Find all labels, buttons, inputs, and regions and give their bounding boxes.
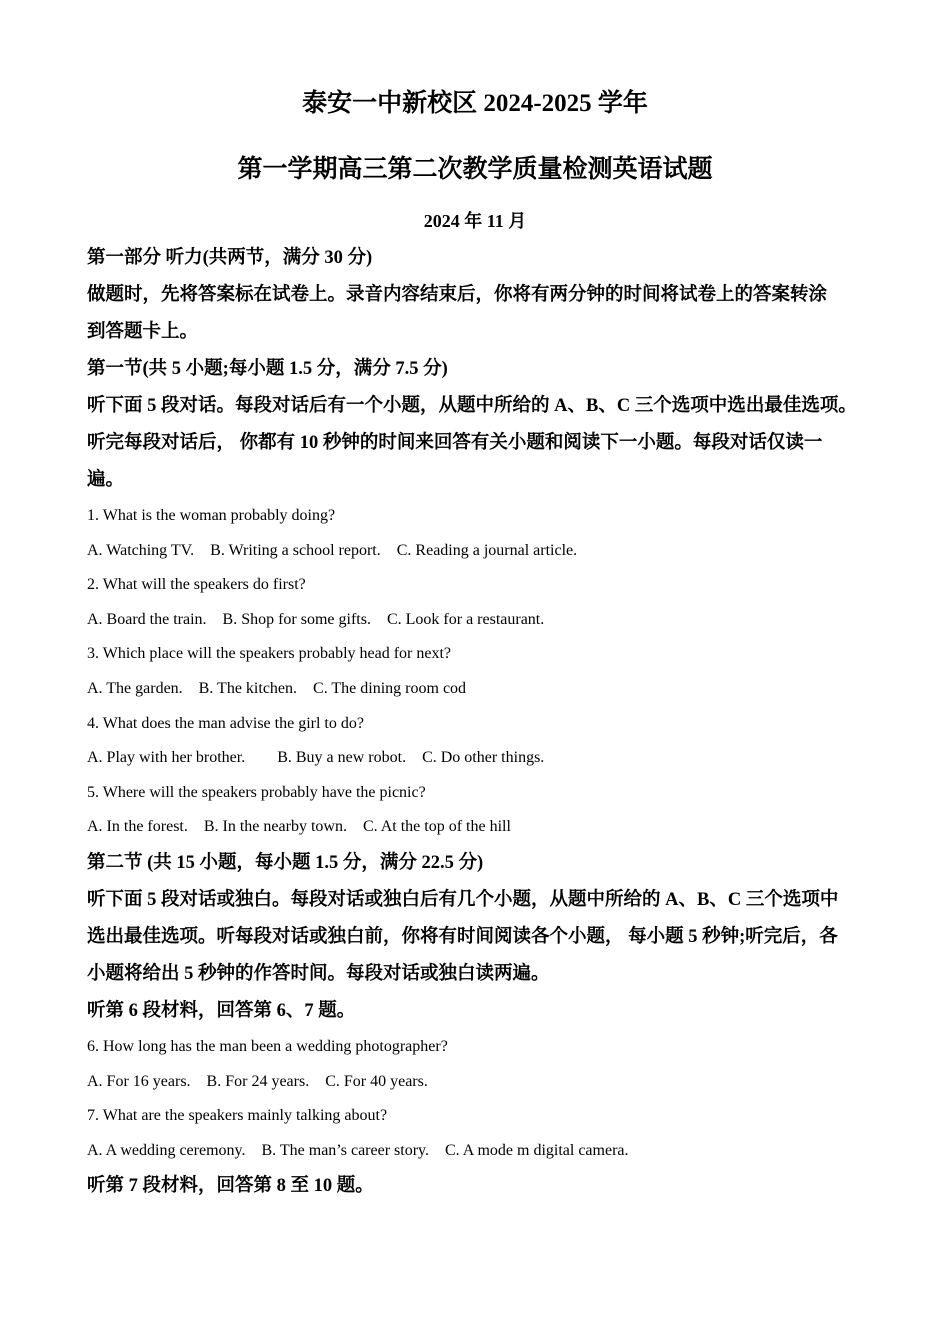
question-text: 4. What does the man advise the girl to do? — [87, 714, 364, 732]
section2-heading: 第二节 (共 15 小题，每小题 1.5 分，满分 22.5 分) — [87, 852, 484, 873]
question-text: 1. What is the woman probably doing? — [87, 507, 336, 524]
question-options: A. A wedding ceremony. B. The man’s career story. C. A mode m digital camera. — [87, 1141, 629, 1159]
section1-instruction-line: 听下面 5 段对话。每段对话后有一个小题，从题中所给的 A、B、C 三个选项中选出最佳选项。 — [87, 396, 857, 416]
exam-content — [87, 240, 877, 1205]
section2-instruction-line: 听下面 5 段对话或独白。每段对话或独白后有几个小题，从题中所给的 A、B、C 三个选项中 — [87, 889, 839, 910]
part1-instruction-line: 到答题卡上。 — [87, 322, 199, 342]
part1-instruction-line: 做题时，先将答案标在试卷上。录音内容结束后，你将有两分钟的时间将试卷上的答案转涂 — [87, 285, 828, 305]
material-7-heading: 听第 7 段材料，回答第 8 至 10 题。 — [87, 1176, 374, 1197]
question-options: A. In the forest. B. In the nearby town. C. At the top of the hill — [87, 818, 511, 836]
section1-instruction-line: 遍。 — [87, 470, 125, 490]
exam-title-line1: 泰安一中新校区 2024-2025 学年 — [302, 90, 648, 117]
part1-heading: 第一部分 听力(共两节，满分 30 分) — [87, 248, 373, 268]
question-options: A. Watching TV. B. Writing a school report. C. Reading a journal article. — [87, 541, 578, 559]
section1-heading: 第一节(共 5 小题;每小题 1.5 分，满分 7.5 分) — [87, 359, 448, 379]
exam-title-line2: 第一学期高三第二次教学质量检测英语试题 — [237, 156, 713, 183]
question-text: 5. Where will the speakers probably have the picnic? — [87, 783, 426, 801]
material-6-heading: 听第 6 段材料，回答第 6、7 题。 — [87, 1000, 356, 1021]
section2-instruction-line: 选出最佳选项。听每段对话或独白前，你将有时间阅读各个小题， 每小题 5 秒钟;听完后，各 — [87, 926, 838, 947]
question-text: 6. How long has the man been a wedding photographer? — [87, 1037, 448, 1055]
exam-date: 2024 年 11 月 — [423, 211, 527, 231]
section1-instruction-line: 听完每段对话后， 你都有 10 秒钟的时间来回答有关小题和阅读下一小题。每段对话仅读一 — [87, 433, 823, 453]
question-options: A. For 16 years. B. For 24 years. C. For 40 years. — [87, 1072, 428, 1090]
question-options: A. Play with her brother. B. Buy a new robot. C. Do other things. — [87, 749, 545, 767]
question-text: 7. What are the speakers mainly talking about? — [87, 1107, 388, 1125]
question-options: A. Board the train. B. Shop for some gifts. C. Look for a restaurant. — [87, 610, 545, 628]
question-options: A. The garden. B. The kitchen. C. The dining room cod — [87, 679, 467, 697]
question-text: 3. Which place will the speakers probably head for next? — [87, 645, 452, 663]
section2-instruction-line: 小题将给出 5 秒钟的作答时间。每段对话或独白读两遍。 — [87, 963, 550, 984]
question-text: 2. What will the speakers do first? — [87, 576, 306, 594]
